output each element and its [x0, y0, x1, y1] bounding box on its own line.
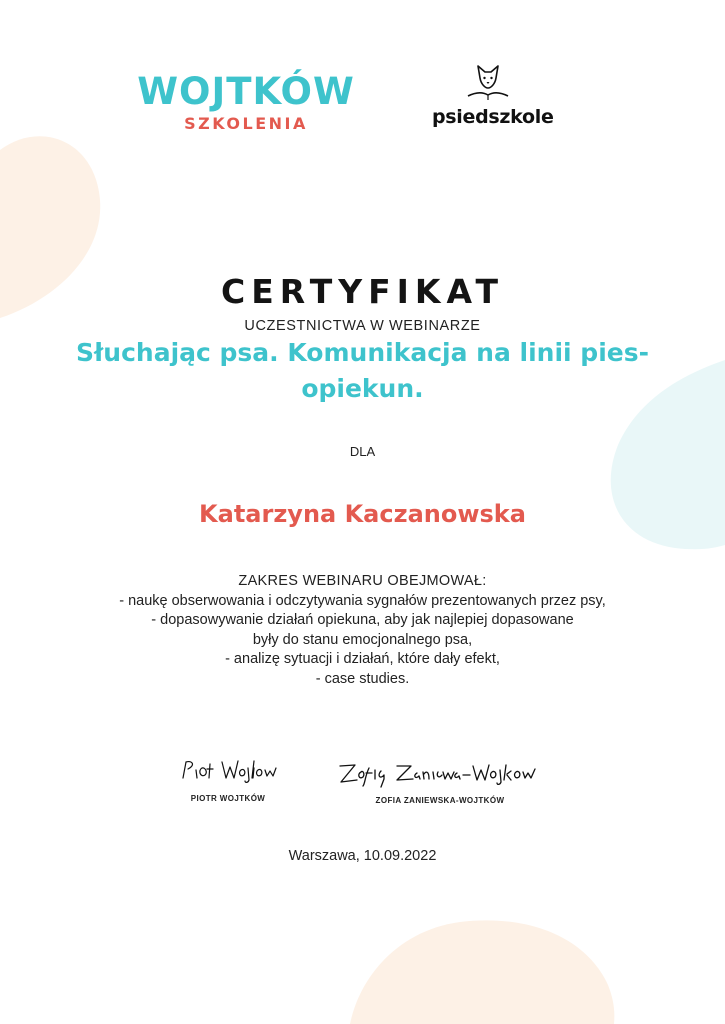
signature-block-piotr — [160, 756, 296, 803]
wojtkow-szkolenia-logo — [128, 72, 364, 133]
psiedszkole-logo — [432, 62, 554, 128]
place-and-date: Warszawa, 10.09.2022 — [288, 848, 437, 864]
for-label: DLA — [349, 444, 376, 459]
logo-psiedszkole-text: psiedszkole — [432, 106, 554, 128]
signature-name-zofia: ZOFIA ZANIEWSKA-WOJTKÓW — [375, 796, 505, 805]
signature-name-piotr: PIOTR WOJTKÓW — [190, 794, 266, 803]
dog-book-icon — [458, 62, 518, 104]
scope-item: - dopasowywanie działań opiekuna, aby jak najlepiej dopasowane były do stanu emocjonalnego psa, — [151, 612, 574, 648]
logo-szkolenia-text: SZKOLENIA — [184, 114, 308, 133]
signature-zofia-image — [335, 758, 545, 788]
certificate-subtitle: UCZESTNICTWA W WEBINARZE — [244, 318, 481, 334]
scope-item: - analizę sytuacji i działań, które dały efekt, — [225, 651, 500, 667]
certificate-title: CERTYFIKAT — [221, 272, 504, 311]
scope-item: - naukę obserwowania i odczytywania sygnałów prezentowanych przez psy, — [119, 592, 606, 609]
signature-block-zofia — [320, 758, 560, 805]
webinar-scope — [40, 572, 685, 689]
scope-item: - case studies. — [315, 670, 410, 687]
scope-heading: ZAKRES WEBINARU OBEJMOWAŁ: — [238, 573, 487, 589]
signature-piotr-image — [178, 756, 278, 786]
logo-wojtkow-text: WOJTKÓW — [137, 70, 355, 113]
participant-name: Katarzyna Kaczanowska — [199, 500, 526, 528]
webinar-title: Słuchając psa. Komunikacja na linii pies-opiekun. — [76, 338, 649, 403]
